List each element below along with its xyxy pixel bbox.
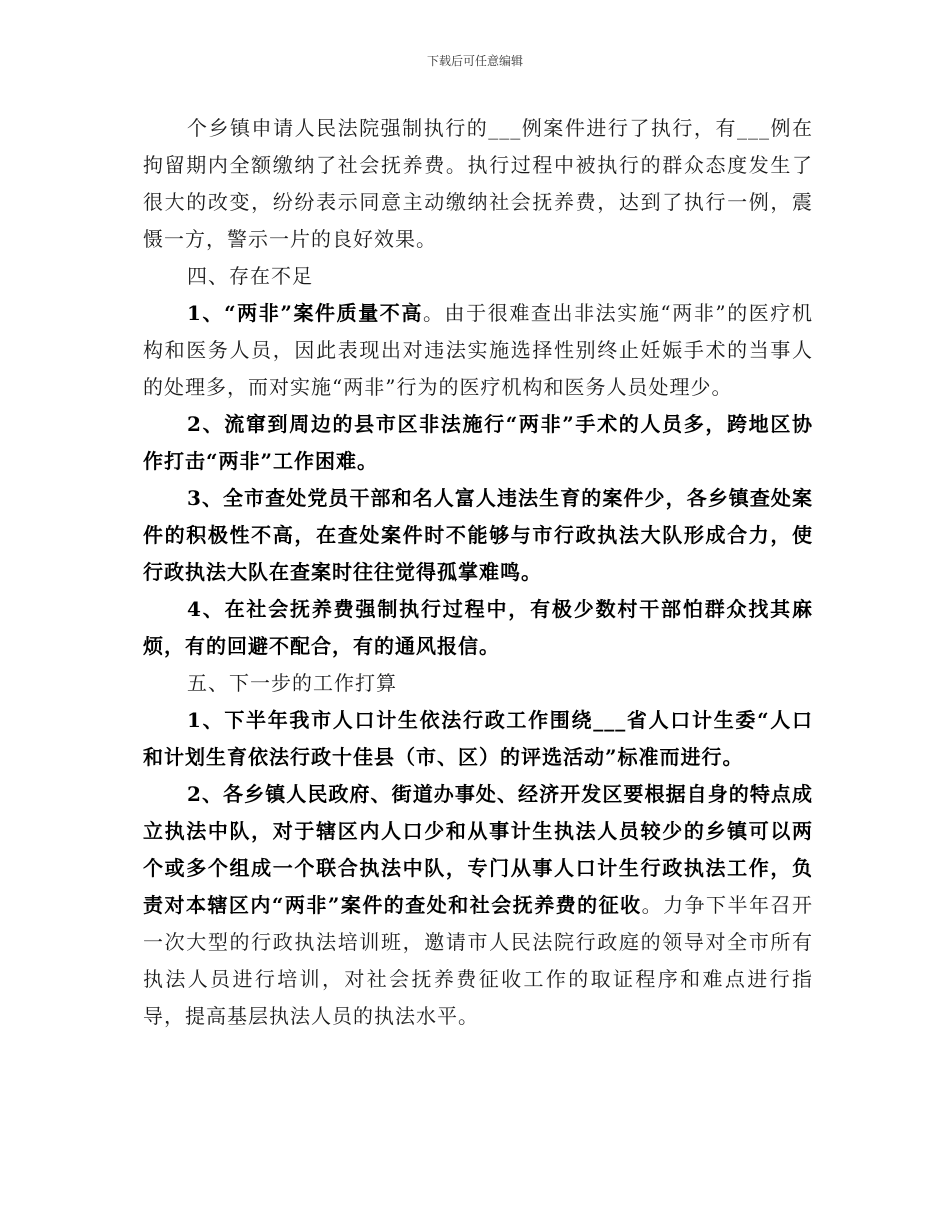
paragraph-shortcoming-1-lead: 1、“两非”案件质量不高 xyxy=(187,301,423,325)
section-heading-shortcomings: 四、存在不足 xyxy=(187,264,313,288)
paragraph-shortcoming-4: 4、在社会抚养费强制执行过程中，有极少数村干部怕群众找其麻烦，有的回避不配合，有的通风报信。 xyxy=(143,597,813,658)
paragraph-plan-2 xyxy=(143,776,813,1035)
paragraph-shortcoming-1-rest: 。由于很难查出非法实施“两非”的医疗机构和医务人员，因此表现出对违法实施选择性别终止妊娠手术的当事人的处理多，而对实施“两非”行为的医疗机构和医务人员处理少。 xyxy=(143,301,813,399)
paragraph-execution-result: 个乡镇申请人民法院强制执行的___例案件进行了执行，有___例在拘留期内全额缴纳了社会抚养费。执行过程中被执行的群众态度发生了很大的改变，纷纷表示同意主动缴纳社会抚养费，达到了执行一例，震慑一方，警示一片的良好效果。 xyxy=(143,116,813,251)
paragraph-plan-1: 1、下半年我市人口计生依法行政工作围绕___省人口计生委“人口和计划生育依法行政十佳县（市、区）的评选活动”标准而进行。 xyxy=(143,708,813,769)
document-body xyxy=(143,110,813,1035)
section-heading-next-steps: 五、下一步的工作打算 xyxy=(187,671,397,695)
page-header: 下载后可任意编辑 xyxy=(426,54,523,68)
paragraph-shortcoming-2: 2、流窜到周边的县市区非法施行“两非”手术的人员多，跨地区协作打击“两非”工作困难。 xyxy=(143,412,813,473)
paragraph-plan-2-rest: 。力争下半年召开一次大型的行政执法培训班，邀请市人民法院行政庭的领导对全市所有执法人员进行培训，对社会抚养费征收工作的取证程序和难点进行指导，提高基层执法人员的执法水平。 xyxy=(143,893,813,1028)
paragraph-shortcoming-3: 3、全市查处党员干部和名人富人违法生育的案件少，各乡镇查处案件的积极性不高，在查处案件时不能够与市行政执法大队形成合力，使行政执法大队在查案时往往觉得孤掌难鸣。 xyxy=(143,486,813,584)
paragraph-plan-2-lead: 2、各乡镇人民政府、街道办事处、经济开发区要根据自身的特点成立执法中队，对于辖区内人口少和从事计生执法人员较少的乡镇可以两个或多个组成一个联合执法中队，专门从事人口计生行政执法工作，负责对本辖区内“两非”案件的查处和社会抚养费的征收 xyxy=(143,782,813,917)
paragraph-shortcoming-1 xyxy=(143,295,813,406)
